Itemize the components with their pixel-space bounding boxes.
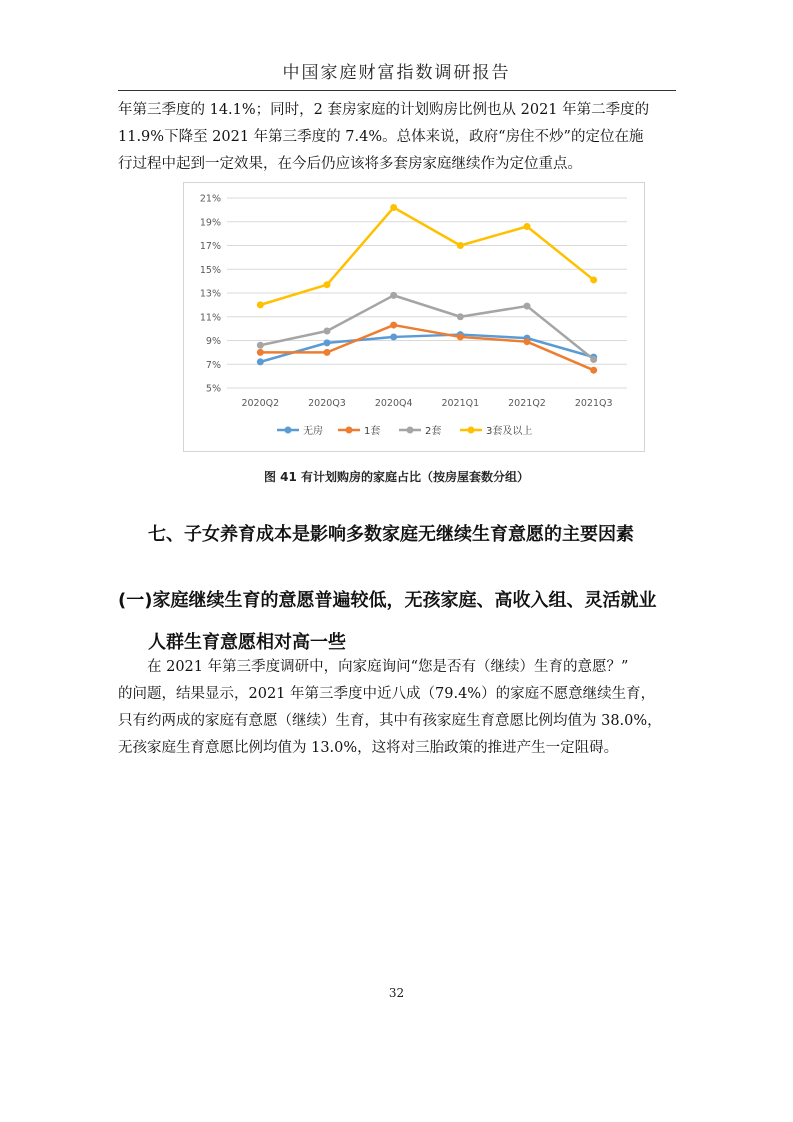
data-point <box>590 276 597 283</box>
y-tick-label: 13% <box>199 288 221 300</box>
data-point <box>524 303 531 310</box>
legend-label: 无房 <box>303 426 323 437</box>
data-point <box>457 242 464 249</box>
data-point <box>590 367 597 374</box>
legend-label: 1套 <box>364 426 381 437</box>
y-tick-label: 19% <box>199 217 221 229</box>
paragraph-line: 11.9%下降至 2021 年第三季度的 7.4%。总体来说，政府“房住不炒”的定位在施 <box>118 129 644 145</box>
legend-label: 3套及以上 <box>486 426 533 437</box>
x-tick-label: 2020Q3 <box>308 398 346 409</box>
data-point <box>324 328 331 335</box>
data-point <box>390 204 397 211</box>
data-point <box>324 339 331 346</box>
data-point <box>457 313 464 320</box>
data-point <box>257 358 264 365</box>
paragraph-line: 只有约两成的家庭有意愿（继续）生育，其中有孩家庭生育意愿比例均值为 38.0%， <box>118 713 662 729</box>
x-tick-label: 2021Q2 <box>508 398 546 409</box>
data-point <box>524 223 531 230</box>
subsection-heading-line: 人群生育意愿相对高一些 <box>148 632 346 653</box>
legend-marker <box>468 427 475 434</box>
y-tick-label: 15% <box>199 264 221 276</box>
data-point <box>257 349 264 356</box>
legend-label: 2套 <box>425 426 442 437</box>
data-point <box>390 333 397 340</box>
figure-caption: 图 41 有计划购房的家庭占比（按房屋套数分组） <box>263 470 530 484</box>
x-tick-label: 2021Q3 <box>574 398 613 409</box>
paragraph-line: 年第三季度的 14.1%；同时，2 套房家庭的计划购房比例也从 2021 年第二季度的 <box>118 102 650 118</box>
data-point <box>390 322 397 329</box>
page-number: 32 <box>388 986 405 1000</box>
paragraph-fertility-intention <box>118 654 678 762</box>
paragraph-continuation <box>118 97 678 178</box>
x-tick-label: 2020Q2 <box>241 398 280 409</box>
data-point <box>257 342 264 349</box>
subsection-heading-line: (一)家庭继续生育的意愿普遍较低，无孩家庭、高收入组、灵活就业 <box>118 590 657 611</box>
paragraph-line: 在 2021 年第三季度调研中，向家庭询问“您是否有（继续）生育的意愿？” <box>147 659 629 675</box>
paragraph-line: 的问题，结果显示，2021 年第三季度中近八成（79.4%）的家庭不愿意继续生育， <box>118 686 656 702</box>
subsection-heading <box>118 580 688 664</box>
data-point <box>324 349 331 356</box>
legend-marker <box>407 427 414 434</box>
section-heading: 七、子女养育成本是影响多数家庭无继续生育意愿的主要因素 <box>148 524 634 545</box>
paragraph-line: 行过程中起到一定效果，在今后仍应该将多套房家庭继续作为定位重点。 <box>118 156 582 172</box>
legend-marker <box>285 427 292 434</box>
data-point <box>324 281 331 288</box>
line-chart <box>183 182 645 452</box>
header-rule <box>118 90 676 91</box>
line-chart-svg <box>184 183 644 451</box>
data-point <box>590 356 597 363</box>
y-tick-label: 7% <box>205 359 221 371</box>
running-header-title: 中国家庭财富指数调研报告 <box>282 63 511 83</box>
data-point <box>457 333 464 340</box>
y-tick-label: 9% <box>205 336 221 347</box>
y-tick-label: 5% <box>205 383 221 395</box>
legend-marker <box>346 427 353 434</box>
data-point <box>390 292 397 299</box>
y-tick-label: 17% <box>199 241 221 252</box>
data-point <box>257 301 264 308</box>
y-tick-label: 11% <box>199 312 221 324</box>
data-point <box>524 338 531 345</box>
x-tick-label: 2020Q4 <box>374 398 413 409</box>
y-tick-label: 21% <box>199 193 221 205</box>
x-tick-label: 2021Q1 <box>441 398 480 409</box>
paragraph-line: 无孩家庭生育意愿比例均值为 13.0%，这将对三胎政策的推进产生一定阻碍。 <box>118 740 619 756</box>
